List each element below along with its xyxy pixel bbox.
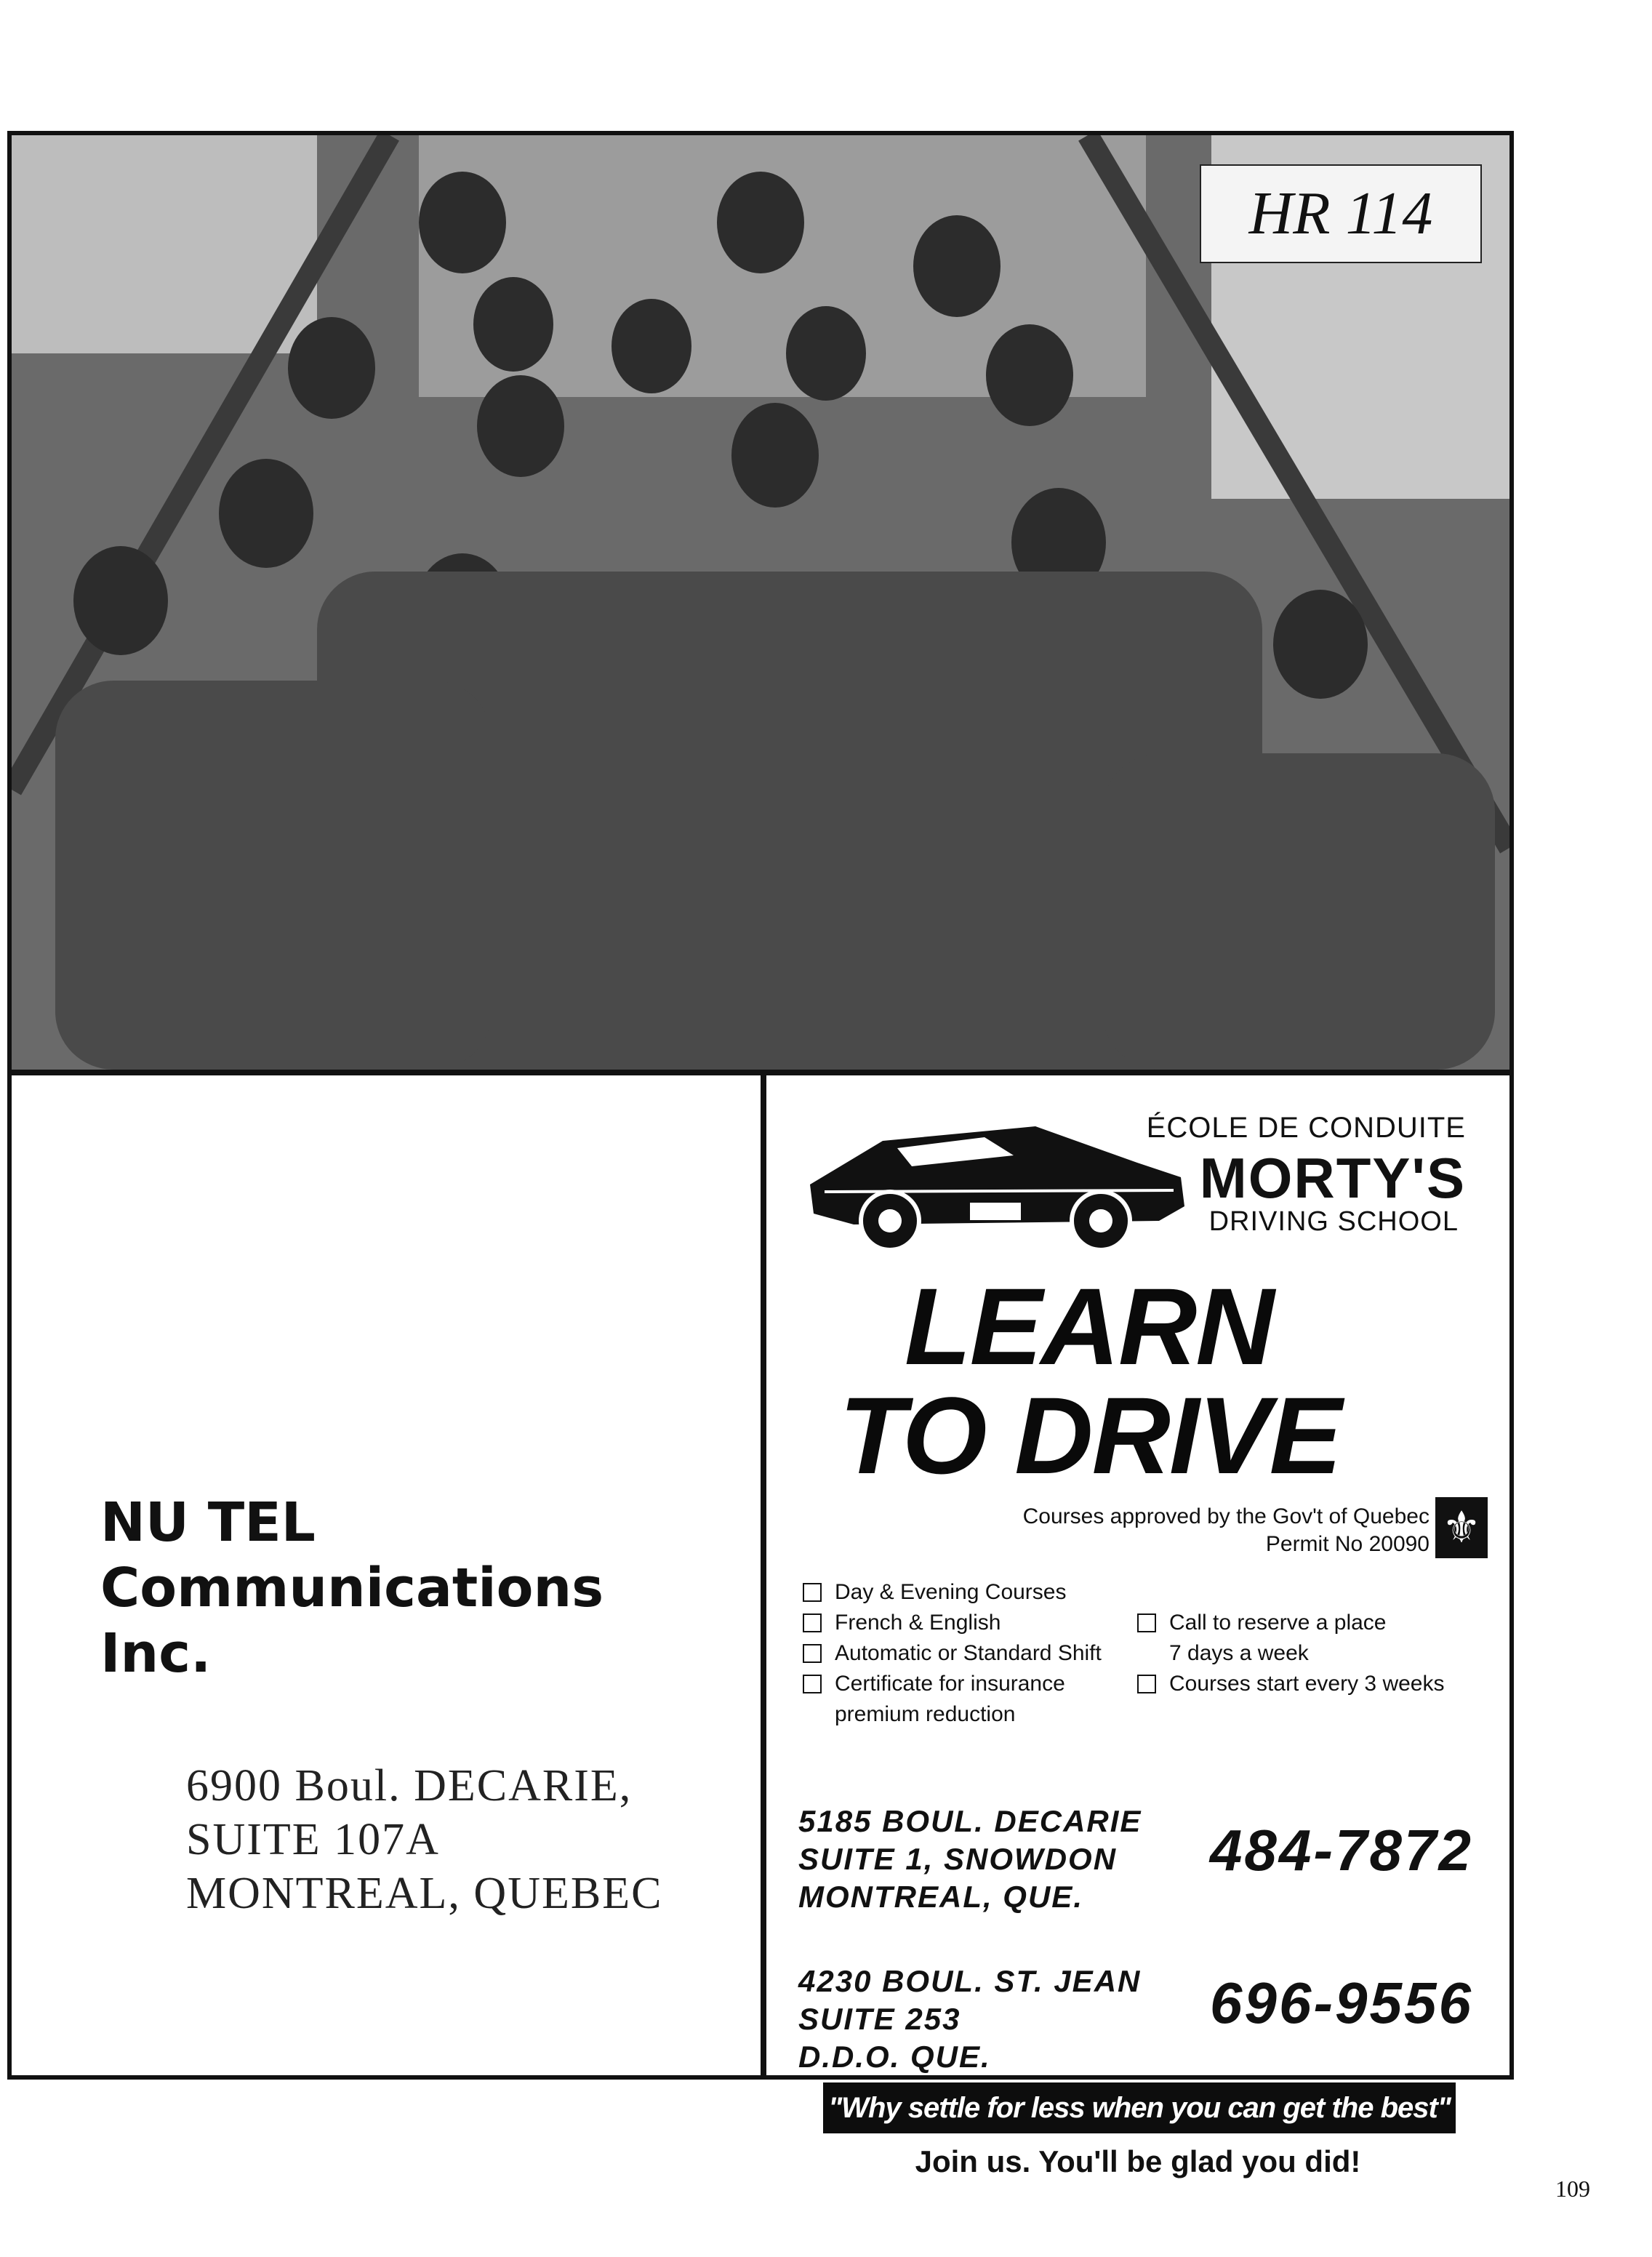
homeroom-label: HR 114: [1200, 164, 1482, 263]
feature-item: French & English: [803, 1608, 1152, 1638]
group-photo-illustration: [12, 135, 1509, 1070]
feature-item: Courses start every 3 weeks: [1137, 1669, 1486, 1699]
nutel-address: [186, 1759, 695, 1920]
feature-item: Certificate for insurance: [803, 1669, 1152, 1699]
slogan-banner: "Why settle for less when you can get the best": [823, 2082, 1456, 2133]
feature-item-continuation: 7 days a week: [1169, 1641, 1309, 1665]
address-line: SUITE 1, SNOWDON: [798, 1842, 1118, 1876]
address-line: MONTREAL, QUE.: [798, 1880, 1083, 1914]
feature-column-right: [1137, 1608, 1486, 1699]
approval-text: Courses approved by the Gov't of Quebec: [1022, 1504, 1430, 1528]
ecole-de-conduite: ÉCOLE DE CONDUITE: [1146, 1112, 1466, 1144]
nutel-company-name: NU TEL Communications Inc.: [100, 1491, 604, 1685]
location-ddo: [798, 1963, 1141, 2076]
feature-item-continuation: premium reduction: [835, 1702, 1016, 1726]
checkbox-icon: [803, 1675, 822, 1693]
fleur-de-lis-icon: ⚜: [1435, 1497, 1488, 1558]
checkbox-icon: [803, 1583, 822, 1602]
driving-school-subtitle: DRIVING SCHOOL: [1208, 1206, 1459, 1237]
feature-item: Day & Evening Courses: [803, 1577, 1152, 1608]
checkbox-icon: [1137, 1675, 1156, 1693]
sports-car-icon: [795, 1097, 1195, 1257]
nutel-address-line: 6900 Boul. DECARIE,: [186, 1761, 633, 1811]
nutel-ad: [12, 1075, 761, 2080]
join-us-tagline: Join us. You'll be glad you did!: [915, 2144, 1361, 2178]
page-number: 109: [1555, 2176, 1590, 2202]
vertical-divider: [761, 1070, 766, 2080]
address-line: 4230 BOUL. ST. JEAN: [798, 1964, 1142, 1998]
approval-note: [1023, 1503, 1430, 1558]
mortys-driving-school-ad: [766, 1075, 1509, 2178]
headline-to-drive: TO DRIVE: [839, 1374, 1341, 1496]
permit-number: Permit No 20090: [1265, 1532, 1430, 1556]
nutel-address-line: MONTREAL, QUEBEC: [186, 1869, 663, 1918]
address-line: SUITE 253: [798, 2002, 961, 2036]
nutel-address-line: SUITE 107A: [186, 1815, 440, 1864]
checkbox-icon: [803, 1613, 822, 1632]
feature-column-left: [803, 1577, 1152, 1730]
phone-ddo: 696-9556: [1209, 1971, 1473, 2035]
location-snowdon: [798, 1803, 1142, 1916]
mortys-logo-text: MORTY'S: [1199, 1146, 1466, 1210]
class-photo: [12, 135, 1509, 1070]
address-line: D.D.O. QUE.: [798, 2040, 991, 2074]
feature-item: Automatic or Standard Shift: [803, 1638, 1152, 1669]
address-line: 5185 BOUL. DECARIE: [798, 1804, 1142, 1838]
feature-item: Call to reserve a place: [1137, 1608, 1486, 1638]
phone-snowdon: 484-7872: [1209, 1818, 1473, 1883]
checkbox-icon: [803, 1644, 822, 1663]
checkbox-icon: [1137, 1613, 1156, 1632]
page-frame: [7, 131, 1514, 2178]
headline-learn: LEARN: [905, 1265, 1273, 1387]
